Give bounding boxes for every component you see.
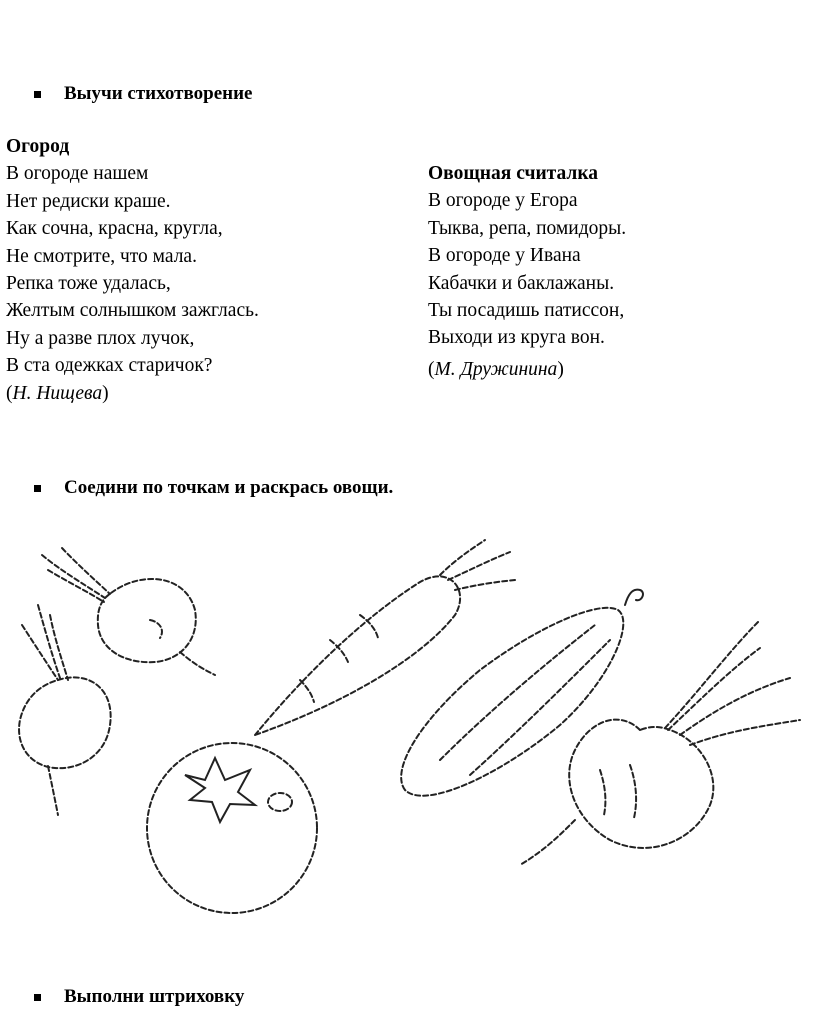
task-2-label: Соедини по точкам и раскрась овощи. bbox=[64, 477, 394, 498]
task-2 bbox=[34, 477, 393, 499]
radish-2-drawing bbox=[19, 605, 111, 815]
poem-2-line: В огороде у Ивана bbox=[428, 245, 581, 267]
bullet-square-icon bbox=[34, 994, 41, 1001]
task-3 bbox=[34, 986, 244, 1008]
poem-2-line: Выходи из круга вон. bbox=[428, 327, 605, 349]
turnip-drawing bbox=[520, 620, 800, 865]
poem-1-line: Нет редиски краше. bbox=[6, 190, 171, 212]
tomato-drawing bbox=[147, 743, 317, 913]
poem-1-line: В ста одежках старичок? bbox=[6, 355, 213, 377]
bullet-square-icon bbox=[34, 485, 41, 492]
poem-2-line: Кабачки и баклажаны. bbox=[428, 272, 615, 294]
carrot-drawing bbox=[255, 540, 515, 735]
poem-1-line: В огороде нашем bbox=[6, 163, 149, 185]
task-1-label: Выучи стихотворение bbox=[64, 83, 253, 104]
poem-1-line: Желтым солнышком зажглась. bbox=[6, 300, 259, 322]
poem-2-line: Ты посадишь патиссон, bbox=[428, 300, 625, 322]
poem-ogorod bbox=[6, 133, 259, 407]
poem-1-line: Ну а разве плох лучок, bbox=[6, 327, 195, 349]
task-3-label: Выполни штриховку bbox=[64, 986, 245, 1007]
vegetables-dot-to-dot-illustration bbox=[0, 530, 816, 930]
poem-1-title: Огород bbox=[6, 136, 70, 157]
poem-2-line: Тыква, репа, помидоры. bbox=[428, 217, 627, 239]
poem-1-author: (Н. Нищева) bbox=[6, 382, 109, 404]
poem-2-line: В огороде у Егора bbox=[428, 190, 578, 212]
bullet-square-icon bbox=[34, 91, 41, 98]
poem-1-line: Не смотрите, что мала. bbox=[6, 245, 197, 267]
poem-schitalka bbox=[428, 160, 626, 383]
poem-2-title: Овощная считалка bbox=[428, 163, 599, 184]
poem-1-line: Как сочна, красна, кругла, bbox=[6, 218, 223, 240]
poem-2-author: (М. Дружинина) bbox=[428, 358, 564, 380]
radish-1-drawing bbox=[42, 548, 215, 675]
cucumber-drawing bbox=[401, 590, 643, 796]
poem-1-line: Репка тоже удалась, bbox=[6, 273, 171, 295]
task-1 bbox=[34, 83, 252, 105]
